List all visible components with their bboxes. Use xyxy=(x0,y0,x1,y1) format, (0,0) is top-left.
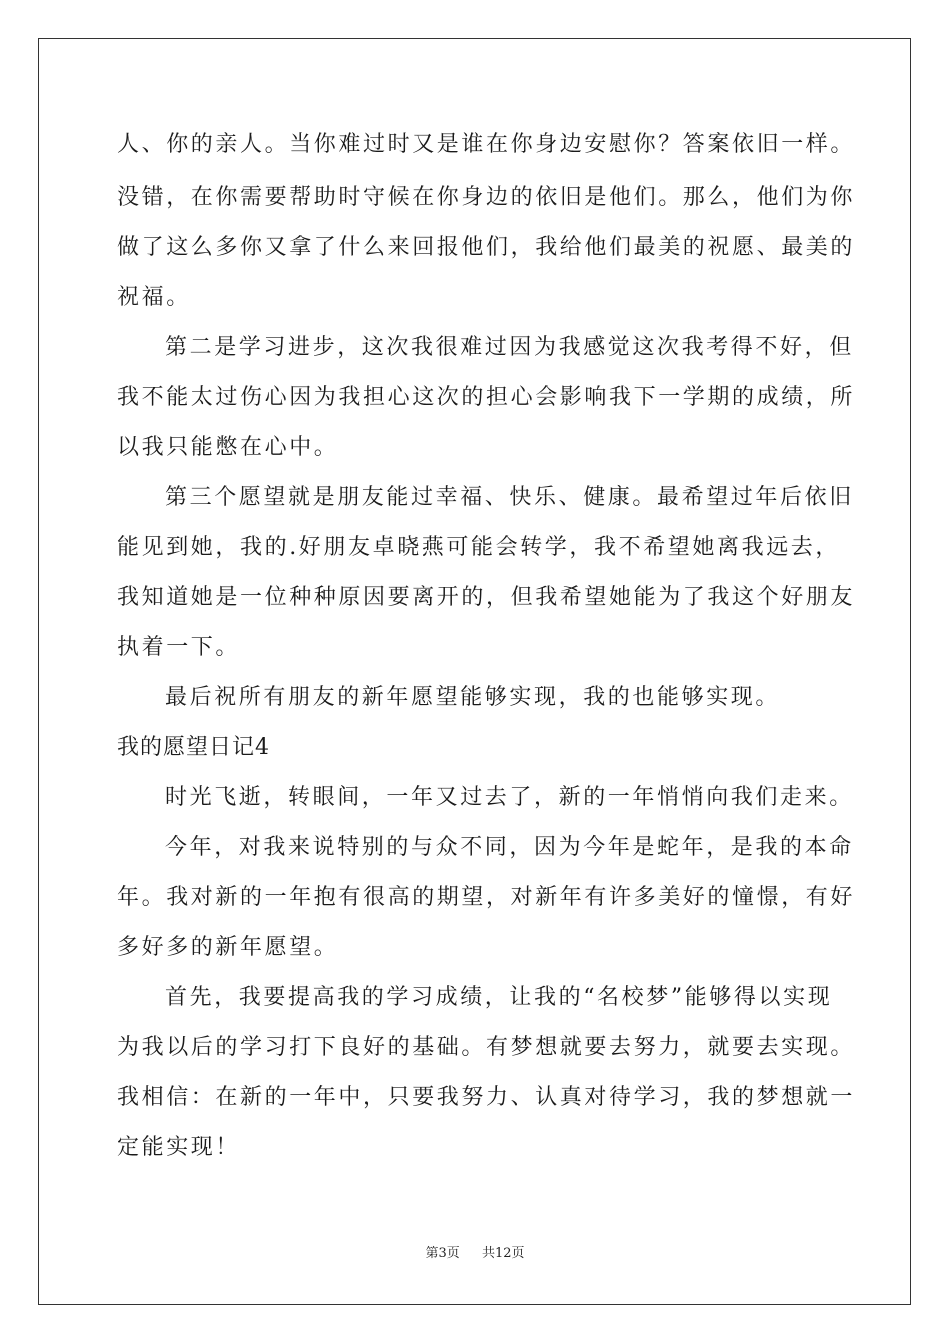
paragraph-line: 没错，在你需要帮助时守候在你身边的依旧是他们。那么，他们为你 xyxy=(117,185,856,210)
page-total: 共12页 xyxy=(482,1246,525,1261)
paragraph-line: 年。我对新的一年抱有很高的期望，对新年有许多美好的憧憬，有好 xyxy=(117,885,856,910)
paragraph-line: 定能实现！ xyxy=(117,1135,241,1160)
paragraph-line: 能见到她，我的.好朋友卓晓燕可能会转学，我不希望她离我远去， xyxy=(117,535,840,560)
paragraph-line: 祝福。 xyxy=(117,285,191,310)
paragraph-line: 我知道她是一位种种原因要离开的，但我希望她能为了我这个好朋友 xyxy=(117,585,856,610)
page-border xyxy=(38,38,911,1305)
paragraph-line: 第三个愿望就是朋友能过幸福、快乐、健康。最希望过年后依旧 xyxy=(165,485,854,510)
paragraph-line: 最后祝所有朋友的新年愿望能够实现，我的也能够实现。 xyxy=(165,685,781,710)
paragraph-line: 首先，我要提高我的学习成绩，让我的“名校梦”能够得以实现 xyxy=(165,985,833,1010)
paragraph-line: 我相信：在新的一年中，只要我努力、认真对待学习，我的梦想就一 xyxy=(117,1085,856,1110)
paragraph-line: 为我以后的学习打下良好的基础。有梦想就要去努力，就要去实现。 xyxy=(117,1035,856,1060)
paragraph-line: 执着一下。 xyxy=(117,635,241,660)
paragraph-line: 人、你的亲人。当你难过时又是谁在你身边安慰你？答案依旧一样。 xyxy=(117,132,856,157)
page-footer xyxy=(0,1246,950,1262)
page-number: 第3页 xyxy=(425,1246,460,1261)
paragraph-line: 今年，对我来说特别的与众不同，因为今年是蛇年，是我的本命 xyxy=(165,835,854,860)
paragraph-line: 以我只能憋在心中。 xyxy=(117,435,339,460)
paragraph-line: 第二是学习进步，这次我很难过因为我感觉这次我考得不好，但 xyxy=(165,335,854,360)
paragraph-line: 时光飞逝，转眼间，一年又过去了，新的一年悄悄向我们走来。 xyxy=(165,785,854,810)
paragraph-line: 多好多的新年愿望。 xyxy=(117,935,339,960)
paragraph-line: 我不能太过伤心因为我担心这次的担心会影响我下一学期的成绩，所 xyxy=(117,385,856,410)
paragraph-line: 做了这么多你又拿了什么来回报他们，我给他们最美的祝愿、最美的 xyxy=(117,235,856,260)
section-heading: 我的愿望日记4 xyxy=(117,735,270,760)
